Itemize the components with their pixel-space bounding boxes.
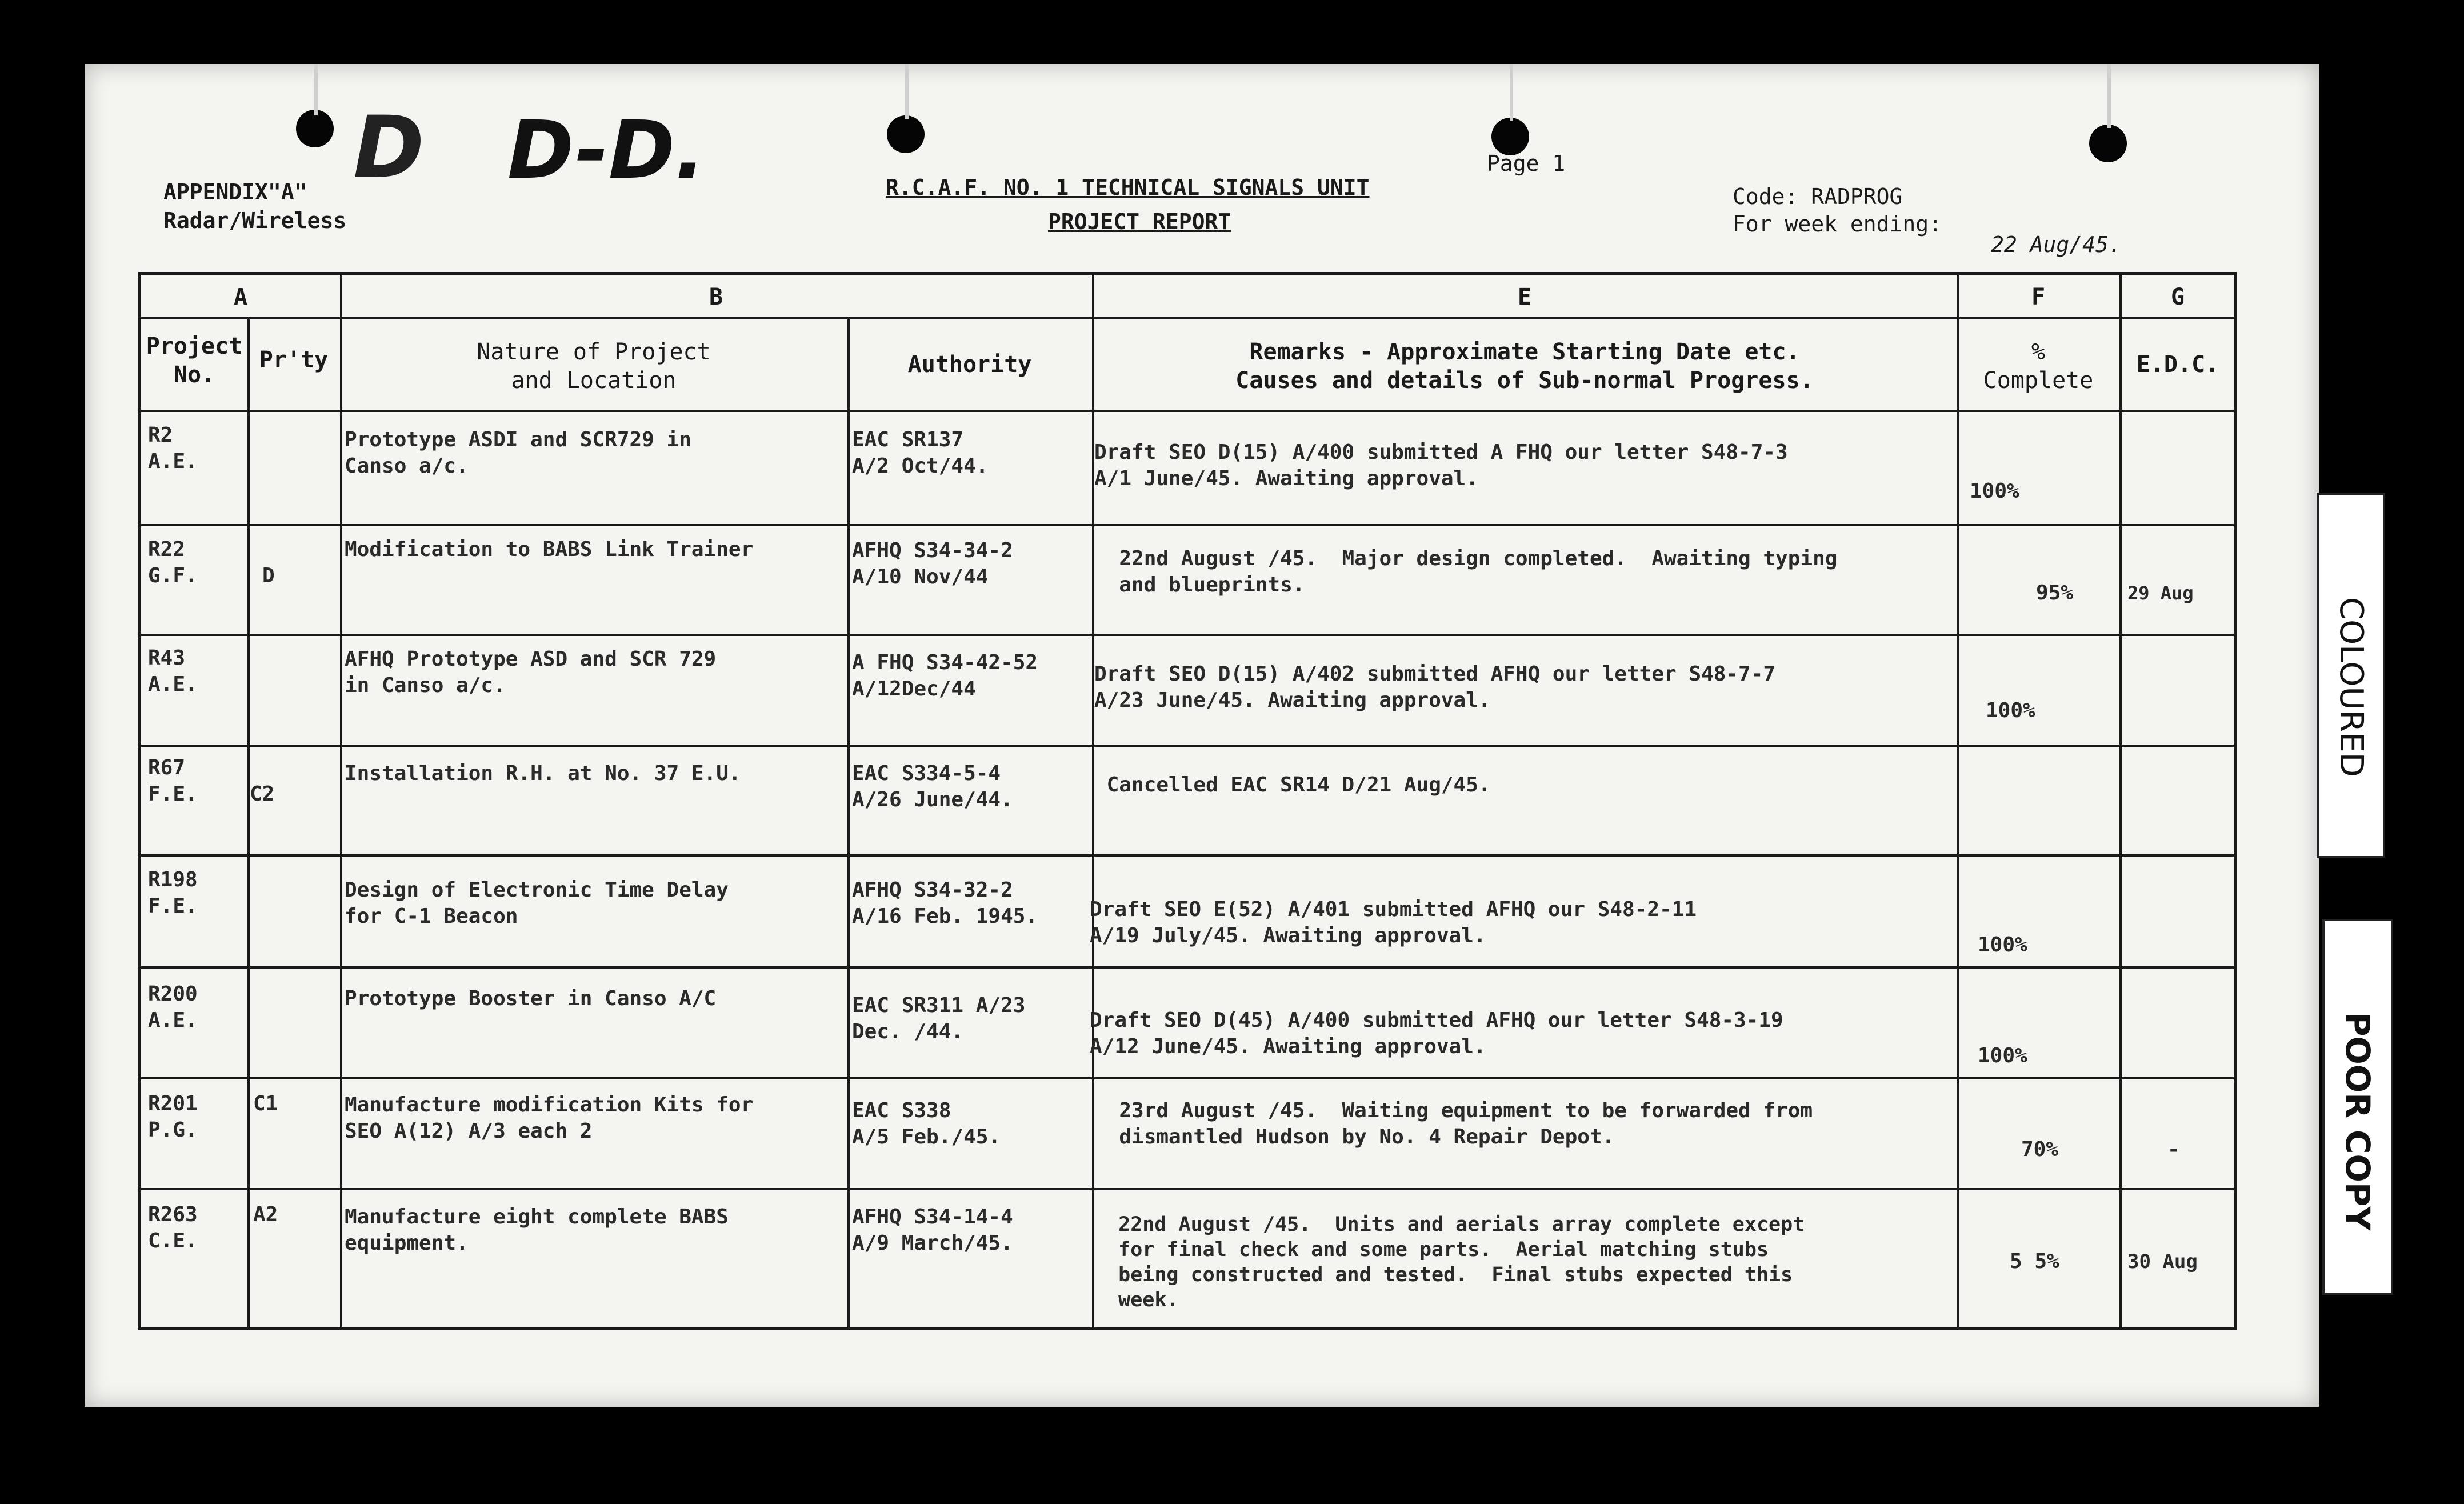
authority: EAC SR311 A/23 Dec. /44.	[852, 994, 1026, 1043]
project-number: R67 F.E.	[148, 756, 198, 806]
document-page	[85, 64, 2319, 1407]
column-header: % Complete	[1983, 339, 2094, 394]
remarks: Cancelled EAC SR14 D/21 Aug/45.	[1094, 773, 1491, 797]
column-header: Nature of Project and Location	[477, 339, 711, 394]
percent-complete: 100%	[1978, 933, 2027, 957]
remarks: 23rd August /45. Waiting equipment to be forwarded from dismantled Hudson by No. 4 Repair Depot.	[1119, 1099, 1813, 1149]
nature-of-project: AFHQ Prototype ASD and SCR 729 in Canso a/c.	[345, 647, 717, 697]
binder-wire	[1510, 64, 1513, 121]
project-number: R198 F.E.	[148, 868, 198, 918]
unit-title: R.C.A.F. NO. 1 TECHNICAL SIGNALS UNIT	[886, 175, 1370, 200]
nature-of-project: Modification to BABS Link Trainer	[345, 538, 754, 561]
project-number: R2 A.E.	[148, 423, 198, 473]
table-rule	[141, 1077, 2234, 1079]
binder-wire	[314, 64, 318, 115]
table-rule	[847, 317, 850, 1330]
table-rule	[141, 317, 2234, 319]
project-number: R200 A.E.	[148, 982, 198, 1032]
nature-of-project: Prototype Booster in Canso A/C	[345, 987, 717, 1010]
code-label: Code: RADPROG	[1733, 184, 1903, 209]
authority: EAC SR137 A/2 Oct/44.	[852, 428, 989, 478]
binder-wire	[905, 64, 909, 119]
column-header: Remarks - Approximate Starting Date etc. Causes and details of Sub-normal Progress.	[1235, 339, 1814, 394]
authority: AFHQ S34-32-2 A/16 Feb. 1945.	[852, 878, 1038, 928]
nature-of-project: Manufacture eight complete BABS equipment.	[345, 1205, 729, 1255]
handwritten-mark: D-D.	[507, 104, 706, 197]
table-rule	[141, 745, 2234, 747]
table-rule	[1092, 275, 1094, 1330]
percent-complete: 100%	[1970, 479, 2019, 503]
nature-of-project: Design of Electronic Time Delay for C-1 Beacon	[345, 878, 729, 928]
group-header: G	[2170, 284, 2185, 310]
authority: EAC S338 A/5 Feb./45.	[852, 1099, 1001, 1149]
edc: 29 Aug	[2127, 582, 2194, 604]
project-number: R22 G.F.	[148, 538, 198, 587]
remarks: 22nd August /45. Major design completed. Awaiting typing and blueprints.	[1119, 547, 1838, 597]
remarks: 22nd August /45. Units and aerials array complete except for final check and some parts. Aerial matching stubs being constructed and tested. Final stubs expected this week.	[1118, 1213, 1805, 1311]
table-rule	[141, 854, 2234, 857]
authority: A FHQ S34-42-52 A/12Dec/44	[852, 651, 1038, 701]
category-label: Radar/Wireless	[163, 208, 347, 233]
binder-wire	[2107, 64, 2111, 128]
authority: AFHQ S34-34-2 A/10 Nov/44	[852, 539, 1013, 589]
report-title: PROJECT REPORT	[1048, 209, 1231, 234]
authority: AFHQ S34-14-4 A/9 March/45.	[852, 1205, 1013, 1255]
group-header: E	[1517, 284, 1532, 310]
priority: C2	[250, 782, 275, 806]
remarks: Draft SEO D(15) A/402 submitted AFHQ our letter S48-7-7 A/23 June/45. Awaiting approval.	[1094, 662, 1776, 712]
binder-hole	[2089, 125, 2127, 162]
column-header: Pr'ty	[259, 347, 329, 373]
group-header: B	[709, 284, 723, 310]
nature-of-project: Prototype ASDI and SCR729 in Canso a/c.	[345, 428, 691, 478]
authority: EAC S334-5-4 A/26 June/44.	[852, 762, 1013, 811]
table-rule	[340, 275, 342, 1330]
column-header: Authority	[907, 351, 1032, 378]
table-rule	[141, 966, 2234, 969]
project-number: R43 A.E.	[148, 646, 198, 696]
table-rule	[2119, 275, 2122, 1330]
table-rule	[141, 410, 2234, 412]
group-header: A	[233, 284, 248, 310]
nature-of-project: Installation R.H. at No. 37 E.U.	[345, 762, 741, 785]
remarks: Draft SEO D(45) A/400 submitted AFHQ our letter S48-3-19 A/12 June/45. Awaiting approval.	[1090, 1009, 1783, 1058]
table-rule	[141, 1188, 2234, 1190]
priority: C1	[253, 1092, 278, 1115]
remarks: Draft SEO D(15) A/400 submitted A FHQ our letter S48-7-3 A/1 June/45. Awaiting approval.	[1094, 441, 1788, 490]
week-date: 22 Aug/45.	[1991, 232, 2122, 257]
group-header: F	[2031, 284, 2046, 310]
handwritten-mark: D	[353, 98, 425, 198]
percent-complete: 100%	[1986, 699, 2035, 722]
poor-copy-tab: POOR COPY	[2322, 919, 2393, 1295]
percent-complete: 95%	[2036, 581, 2074, 605]
priority: A2	[253, 1203, 278, 1226]
edc: -	[2167, 1138, 2180, 1161]
column-header: E.D.C.	[2136, 351, 2219, 378]
table-rule	[141, 524, 2234, 526]
coloured-tab: COLOURED	[2317, 493, 2385, 858]
nature-of-project: Manufacture modification Kits for SEO A(12) A/3 each 2	[345, 1093, 754, 1143]
appendix-label: APPENDIX"A"	[163, 179, 307, 205]
percent-complete: 70%	[2021, 1138, 2059, 1161]
table-rule	[141, 634, 2234, 636]
percent-complete: 5 5%	[2010, 1250, 2059, 1273]
table-rule	[1957, 275, 1959, 1330]
column-header: Project No.	[146, 333, 243, 388]
edc: 30 Aug	[2127, 1250, 2198, 1273]
project-number: R201 P.G.	[148, 1092, 198, 1142]
page-number: Page 1	[1487, 151, 1566, 176]
percent-complete: 100%	[1978, 1044, 2027, 1067]
priority: D	[262, 564, 275, 587]
remarks: Draft SEO E(52) A/401 submitted AFHQ our S48-2-11 A/19 July/45. Awaiting approval.	[1090, 898, 1697, 947]
binder-hole	[887, 115, 925, 153]
project-table	[138, 272, 2237, 1330]
week-label: For week ending:	[1733, 211, 1942, 237]
table-rule	[247, 317, 250, 1330]
project-number: R263 C.E.	[148, 1203, 198, 1253]
